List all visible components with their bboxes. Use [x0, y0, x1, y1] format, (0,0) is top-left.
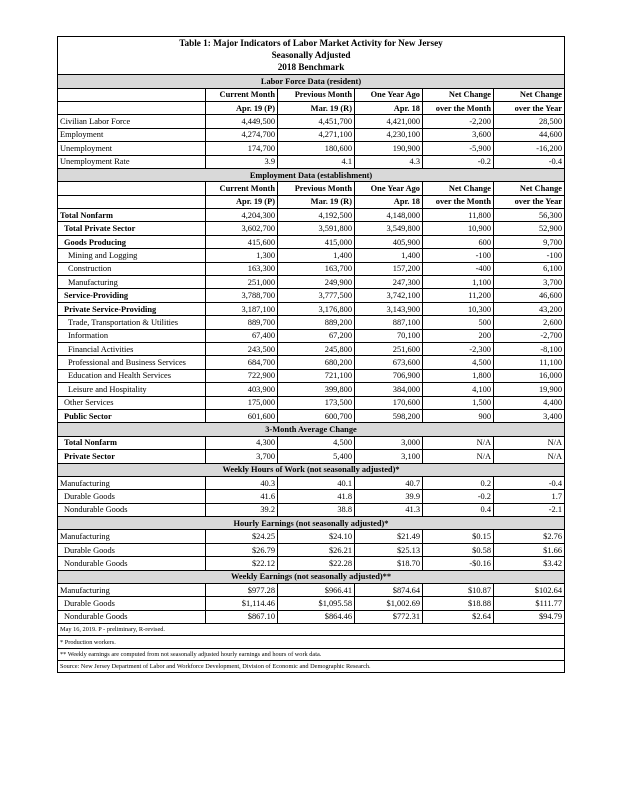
table-cell: 243,500	[206, 342, 278, 355]
table-cell: $22.28	[278, 557, 355, 570]
table-cell: 16,000	[494, 369, 565, 382]
table-row	[58, 476, 565, 489]
row-label: Employment	[58, 128, 206, 141]
row-label: Financial Activities	[58, 342, 206, 355]
table-cell: 601,600	[206, 409, 278, 422]
table-row	[58, 262, 565, 275]
table-row	[58, 597, 565, 610]
row-label: Durable Goods	[58, 597, 206, 610]
table-cell: 4,300	[206, 436, 278, 449]
column-header: Apr. 19 (P)	[206, 101, 278, 114]
table-row	[58, 543, 565, 556]
table-cell: 11,100	[494, 356, 565, 369]
table-cell: 3,000	[355, 436, 423, 449]
table-cell: 598,200	[355, 409, 423, 422]
row-label: Total Nonfarm	[58, 209, 206, 222]
table-row	[58, 530, 565, 543]
table-cell: 403,900	[206, 383, 278, 396]
table-cell: 900	[423, 409, 494, 422]
column-header: Net Change	[423, 88, 494, 101]
employment-column-header-row	[58, 182, 565, 195]
table-cell: 0.4	[423, 503, 494, 516]
table-cell: 1.7	[494, 490, 565, 503]
table-cell: -2,200	[423, 115, 494, 128]
column-header: Previous Month	[278, 88, 355, 101]
column-header: Mar. 19 (R)	[278, 101, 355, 114]
table-title: Table 1: Major Indicators of Labor Market Activity for New Jersey	[58, 37, 565, 50]
table-cell: 3,602,700	[206, 222, 278, 235]
table-cell: 4,274,700	[206, 128, 278, 141]
row-label: Manufacturing	[58, 584, 206, 597]
table-cell: $0.15	[423, 530, 494, 543]
table-cell: $22.12	[206, 557, 278, 570]
table-cell: 4,204,300	[206, 209, 278, 222]
row-label: Total Nonfarm	[58, 436, 206, 449]
row-label: Trade, Transportation & Utilities	[58, 316, 206, 329]
table-cell: N/A	[494, 450, 565, 463]
table-row	[58, 289, 565, 302]
column-header: Apr. 18	[355, 195, 423, 208]
table-cell: 3,143,900	[355, 302, 423, 315]
table-cell: 170,600	[355, 396, 423, 409]
table-cell: 889,200	[278, 316, 355, 329]
column-header: over the Month	[423, 195, 494, 208]
table-cell: 190,900	[355, 142, 423, 155]
table-cell: 200	[423, 329, 494, 342]
table-cell: 70,100	[355, 329, 423, 342]
table-cell: 41.8	[278, 490, 355, 503]
table-cell: 4.1	[278, 155, 355, 168]
table-cell: 11,800	[423, 209, 494, 222]
table-cell: 247,300	[355, 276, 423, 289]
footnote: May 16, 2019. P - preliminary, R-revised.	[58, 624, 565, 636]
table-cell: 38.8	[278, 503, 355, 516]
employment-column-header-row	[58, 195, 565, 208]
hourly-earnings-heading-row	[58, 517, 565, 530]
row-label: Goods Producing	[58, 235, 206, 248]
row-label: Information	[58, 329, 206, 342]
table-cell: 3,700	[206, 450, 278, 463]
table-cell: $867.10	[206, 610, 278, 623]
table-row	[58, 249, 565, 262]
header-blank-cell	[58, 195, 206, 208]
table-cell: 39.2	[206, 503, 278, 516]
row-label: Professional and Business Services	[58, 356, 206, 369]
table-cell: 43,200	[494, 302, 565, 315]
column-header: Previous Month	[278, 182, 355, 195]
table-row	[58, 302, 565, 315]
table-cell: -100	[423, 249, 494, 262]
table-row	[58, 316, 565, 329]
labor-force-column-header-row	[58, 88, 565, 101]
table-cell: 249,900	[278, 276, 355, 289]
title-row-3	[58, 62, 565, 75]
table-row	[58, 115, 565, 128]
table-row	[58, 557, 565, 570]
table-cell: 251,600	[355, 342, 423, 355]
table-row	[58, 610, 565, 623]
table-cell: 41.6	[206, 490, 278, 503]
table-cell: 180,600	[278, 142, 355, 155]
table-cell: -16,200	[494, 142, 565, 155]
table-cell: 3,400	[494, 409, 565, 422]
table-body	[58, 37, 565, 673]
note-row	[58, 661, 565, 673]
table-cell: 1,400	[355, 249, 423, 262]
table-row	[58, 503, 565, 516]
table-cell: $111.77	[494, 597, 565, 610]
table-cell: $3.42	[494, 557, 565, 570]
table-cell: $18.70	[355, 557, 423, 570]
column-header: Apr. 18	[355, 101, 423, 114]
table-cell: 3,742,100	[355, 289, 423, 302]
table-cell: 28,500	[494, 115, 565, 128]
table-cell: N/A	[494, 436, 565, 449]
table-row	[58, 369, 565, 382]
table-cell: -0.2	[423, 155, 494, 168]
table-row	[58, 142, 565, 155]
table-cell: -0.2	[423, 490, 494, 503]
note-row	[58, 648, 565, 660]
table-cell: 10,900	[423, 222, 494, 235]
table-cell: $24.10	[278, 530, 355, 543]
table-cell: 3,777,500	[278, 289, 355, 302]
row-label: Nondurable Goods	[58, 503, 206, 516]
table-cell: $21.49	[355, 530, 423, 543]
table-cell: 3,600	[423, 128, 494, 141]
table-cell: -2,300	[423, 342, 494, 355]
weekly-hours-heading: Weekly Hours of Work (not seasonally adjusted)*	[58, 463, 565, 476]
column-header: Net Change	[423, 182, 494, 195]
weekly-earnings-heading: Weekly Earnings (not seasonally adjusted)**	[58, 570, 565, 583]
column-header: Net Change	[494, 182, 565, 195]
table-cell: 251,000	[206, 276, 278, 289]
table-cell: 684,700	[206, 356, 278, 369]
column-header: over the Year	[494, 101, 565, 114]
table-cell: 4,421,000	[355, 115, 423, 128]
table-cell: 175,000	[206, 396, 278, 409]
table-cell: 1,800	[423, 369, 494, 382]
table-cell: 44,600	[494, 128, 565, 141]
employment-heading-row	[58, 168, 565, 181]
table-cell: 721,100	[278, 369, 355, 382]
footnote: Source: New Jersey Department of Labor and Workforce Development, Division of Economic and Demographic Research.	[58, 661, 565, 673]
row-label: Manufacturing	[58, 476, 206, 489]
labor-force-heading-row	[58, 75, 565, 88]
table-cell: 384,000	[355, 383, 423, 396]
row-label: Nondurable Goods	[58, 557, 206, 570]
row-label: Other Services	[58, 396, 206, 409]
table-cell: 4,500	[423, 356, 494, 369]
weekly-earnings-heading-row	[58, 570, 565, 583]
row-label: Manufacturing	[58, 276, 206, 289]
row-label: Education and Health Services	[58, 369, 206, 382]
column-header: Current Month	[206, 182, 278, 195]
header-blank-cell	[58, 88, 206, 101]
table-cell: 39.9	[355, 490, 423, 503]
table-cell: $977.28	[206, 584, 278, 597]
table-cell: 11,200	[423, 289, 494, 302]
column-header: Net Change	[494, 88, 565, 101]
table-cell: 52,900	[494, 222, 565, 235]
table-cell: $864.46	[278, 610, 355, 623]
table-cell: 40.3	[206, 476, 278, 489]
table-cell: 40.1	[278, 476, 355, 489]
table-cell: 722,900	[206, 369, 278, 382]
table-cell: N/A	[423, 436, 494, 449]
table-row	[58, 490, 565, 503]
row-label: Construction	[58, 262, 206, 275]
table-cell: -8,100	[494, 342, 565, 355]
table-row	[58, 329, 565, 342]
table-cell: 4,148,000	[355, 209, 423, 222]
table-row	[58, 356, 565, 369]
table-cell: 680,200	[278, 356, 355, 369]
header-blank-cell	[58, 182, 206, 195]
table-benchmark: 2018 Benchmark	[58, 62, 565, 75]
table-cell: 163,300	[206, 262, 278, 275]
table-cell: 673,600	[355, 356, 423, 369]
table-cell: 4,500	[278, 436, 355, 449]
table-cell: 3,549,800	[355, 222, 423, 235]
row-label: Unemployment Rate	[58, 155, 206, 168]
table-cell: 1,300	[206, 249, 278, 262]
table-cell: 173,500	[278, 396, 355, 409]
table-cell: 1,500	[423, 396, 494, 409]
labor-force-heading: Labor Force Data (resident)	[58, 75, 565, 88]
table-cell: 415,600	[206, 235, 278, 248]
table-cell: 10,300	[423, 302, 494, 315]
row-label: Civilian Labor Force	[58, 115, 206, 128]
row-label: Private Service-Providing	[58, 302, 206, 315]
table-cell: 56,300	[494, 209, 565, 222]
table-cell: -2,700	[494, 329, 565, 342]
row-label: Leisure and Hospitality	[58, 383, 206, 396]
table-cell: 3,176,800	[278, 302, 355, 315]
column-header: Apr. 19 (P)	[206, 195, 278, 208]
table-cell: $0.58	[423, 543, 494, 556]
labor-market-table	[57, 36, 565, 673]
table-cell: 245,800	[278, 342, 355, 355]
table-cell: N/A	[423, 450, 494, 463]
footnote: ** Weekly earnings are computed from not seasonally adjusted hourly earnings and hours of work data.	[58, 648, 565, 660]
table-cell: 399,800	[278, 383, 355, 396]
title-row-1	[58, 37, 565, 50]
table-cell: 67,400	[206, 329, 278, 342]
table-cell: 41.3	[355, 503, 423, 516]
table-cell: 4,449,500	[206, 115, 278, 128]
row-label: Public Sector	[58, 409, 206, 422]
table-subtitle: Seasonally Adjusted	[58, 49, 565, 61]
column-header: Current Month	[206, 88, 278, 101]
table-cell: $24.25	[206, 530, 278, 543]
table-cell: -0.4	[494, 476, 565, 489]
table-row	[58, 436, 565, 449]
table-cell: 4,271,100	[278, 128, 355, 141]
table-cell: 3,700	[494, 276, 565, 289]
table-cell: 9,700	[494, 235, 565, 248]
table-cell: 0.2	[423, 476, 494, 489]
table-cell: $26.79	[206, 543, 278, 556]
three-month-heading-row	[58, 423, 565, 436]
table-cell: 3,591,800	[278, 222, 355, 235]
table-row	[58, 342, 565, 355]
table-cell: 4,192,500	[278, 209, 355, 222]
table-row	[58, 235, 565, 248]
table-cell: 889,700	[206, 316, 278, 329]
table-cell: $1,002.69	[355, 597, 423, 610]
table-cell: $772.31	[355, 610, 423, 623]
table-cell: 3,100	[355, 450, 423, 463]
row-label: Private Sector	[58, 450, 206, 463]
title-row-2	[58, 49, 565, 61]
table-row	[58, 396, 565, 409]
row-label: Unemployment	[58, 142, 206, 155]
table-cell: $26.21	[278, 543, 355, 556]
row-label: Total Private Sector	[58, 222, 206, 235]
row-label: Manufacturing	[58, 530, 206, 543]
table-cell: 887,100	[355, 316, 423, 329]
table-row	[58, 450, 565, 463]
table-cell: $94.79	[494, 610, 565, 623]
table-cell: 40.7	[355, 476, 423, 489]
table-cell: -$0.16	[423, 557, 494, 570]
table-cell: -2.1	[494, 503, 565, 516]
table-row	[58, 383, 565, 396]
column-header: over the Year	[494, 195, 565, 208]
table-cell: 19,900	[494, 383, 565, 396]
footnote: * Production workers.	[58, 636, 565, 648]
table-cell: 3,788,700	[206, 289, 278, 302]
table-cell: 1,100	[423, 276, 494, 289]
table-cell: 67,200	[278, 329, 355, 342]
table-cell: -5,900	[423, 142, 494, 155]
table-cell: $966.41	[278, 584, 355, 597]
table-cell: 4.3	[355, 155, 423, 168]
labor-force-column-header-row	[58, 101, 565, 114]
table-cell: -0.4	[494, 155, 565, 168]
table-cell: 706,900	[355, 369, 423, 382]
row-label: Nondurable Goods	[58, 610, 206, 623]
table-cell: 6,100	[494, 262, 565, 275]
employment-heading: Employment Data (establishment)	[58, 168, 565, 181]
three-month-heading: 3-Month Average Change	[58, 423, 565, 436]
labor-market-table-sheet	[57, 36, 564, 673]
row-label: Mining and Logging	[58, 249, 206, 262]
table-cell: 500	[423, 316, 494, 329]
table-row	[58, 222, 565, 235]
table-cell: $874.64	[355, 584, 423, 597]
note-row	[58, 624, 565, 636]
header-blank-cell	[58, 101, 206, 114]
table-cell: 163,700	[278, 262, 355, 275]
table-cell: 46,600	[494, 289, 565, 302]
table-row	[58, 128, 565, 141]
table-row	[58, 276, 565, 289]
table-row	[58, 409, 565, 422]
table-cell: 3,187,100	[206, 302, 278, 315]
column-header: One Year Ago	[355, 88, 423, 101]
table-cell: $25.13	[355, 543, 423, 556]
hourly-earnings-heading: Hourly Earnings (not seasonally adjusted)*	[58, 517, 565, 530]
table-cell: $102.64	[494, 584, 565, 597]
table-row	[58, 155, 565, 168]
table-cell: -100	[494, 249, 565, 262]
table-cell: 4,400	[494, 396, 565, 409]
note-row	[58, 636, 565, 648]
table-cell: 5,400	[278, 450, 355, 463]
table-cell: 2,600	[494, 316, 565, 329]
table-cell: 415,000	[278, 235, 355, 248]
table-cell: $2.64	[423, 610, 494, 623]
table-cell: 600,700	[278, 409, 355, 422]
column-header: over the Month	[423, 101, 494, 114]
table-cell: 4,451,700	[278, 115, 355, 128]
table-row	[58, 209, 565, 222]
table-cell: $1,114.46	[206, 597, 278, 610]
table-cell: $2.76	[494, 530, 565, 543]
table-cell: 4,230,100	[355, 128, 423, 141]
row-label: Service-Providing	[58, 289, 206, 302]
weekly-hours-heading-row	[58, 463, 565, 476]
row-label: Durable Goods	[58, 490, 206, 503]
table-cell: 4,100	[423, 383, 494, 396]
table-cell: 174,700	[206, 142, 278, 155]
column-header: One Year Ago	[355, 182, 423, 195]
table-cell: $1,095.58	[278, 597, 355, 610]
table-cell: 600	[423, 235, 494, 248]
table-cell: 1,400	[278, 249, 355, 262]
column-header: Mar. 19 (R)	[278, 195, 355, 208]
table-cell: $18.88	[423, 597, 494, 610]
table-cell: -400	[423, 262, 494, 275]
table-cell: 405,900	[355, 235, 423, 248]
table-cell: 157,200	[355, 262, 423, 275]
row-label: Durable Goods	[58, 543, 206, 556]
table-cell: $10.87	[423, 584, 494, 597]
table-cell: 3.9	[206, 155, 278, 168]
table-row	[58, 584, 565, 597]
table-cell: $1.66	[494, 543, 565, 556]
